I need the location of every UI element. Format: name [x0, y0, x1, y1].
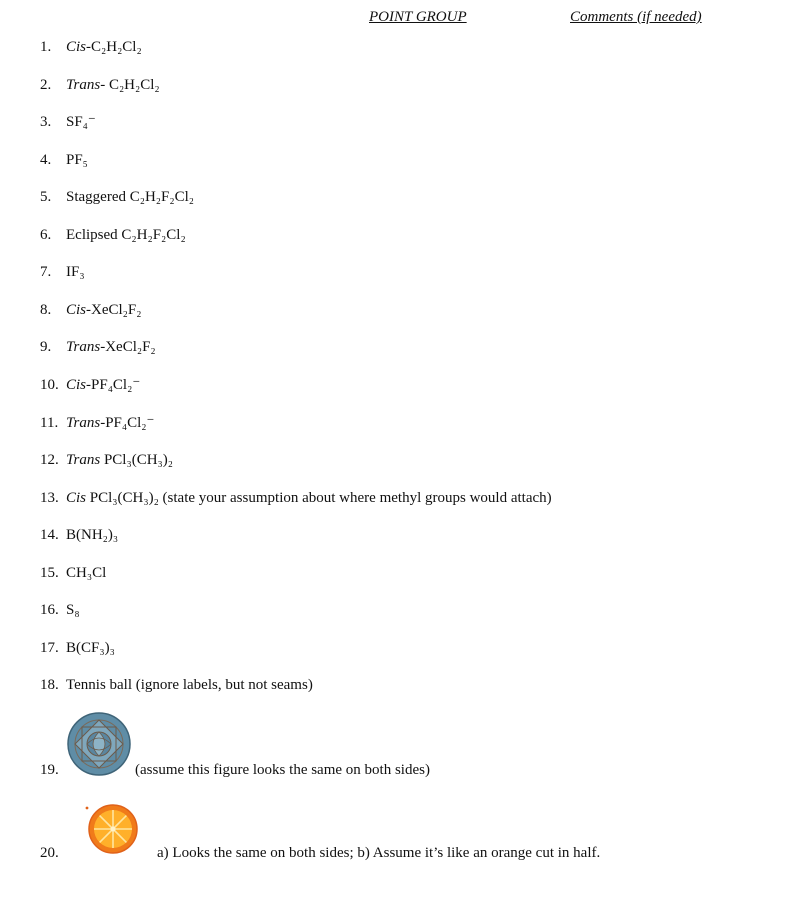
- formula-text: B(CF₃)₃: [66, 640, 115, 656]
- question-text: (assume this figure looks the same on both sides): [135, 762, 430, 778]
- question-text: [66, 374, 140, 396]
- question-text: [66, 336, 156, 358]
- formula-text: SF₄⁻: [66, 114, 96, 130]
- question-text: [66, 449, 173, 471]
- question-number: 1.: [40, 39, 52, 55]
- formula-text: IF₃: [66, 264, 85, 280]
- question-text: [66, 261, 85, 283]
- isomer-prefix: Trans: [66, 415, 101, 431]
- question-number: 7.: [40, 264, 52, 280]
- question-text: [66, 186, 194, 208]
- formula-text: -PF₄Cl₂⁻: [86, 377, 141, 393]
- formula-text: Tennis ball (ignore labels, but not seams): [66, 677, 313, 693]
- question-text: [66, 299, 141, 321]
- formula-text: CH₃Cl: [66, 565, 107, 581]
- question-number: 17.: [40, 640, 59, 656]
- question-text: [66, 674, 313, 696]
- formula-text: PCl₃(CH₃)₂ (state your assumption about where methyl groups would attach): [86, 490, 552, 506]
- question-1: [0, 36, 760, 58]
- question-text: [66, 562, 106, 584]
- question-number: 14.: [40, 527, 59, 543]
- header-comments: Comments (if needed): [570, 9, 702, 25]
- question-number: 19.: [40, 762, 59, 778]
- question-number: 5.: [40, 189, 52, 205]
- question-number: 16.: [40, 602, 59, 618]
- question-10: [0, 374, 760, 396]
- question-text: [66, 74, 160, 96]
- isomer-prefix: Cis: [66, 39, 87, 55]
- question-number: 2.: [40, 77, 52, 93]
- question-number: 9.: [40, 339, 52, 355]
- question-text: [66, 412, 154, 434]
- question-7: [0, 261, 760, 283]
- formula-text: S₈: [66, 602, 80, 618]
- formula-text: PCl₃(CH₃)₂: [100, 452, 173, 468]
- question-text: [66, 36, 142, 58]
- question-text: [66, 599, 80, 621]
- question-11: [0, 412, 760, 434]
- question-2: [0, 74, 760, 96]
- question-8: [0, 299, 760, 321]
- symmetric-disk-figure: [66, 711, 132, 777]
- question-number: 12.: [40, 452, 59, 468]
- question-5: [0, 186, 760, 208]
- formula-text: -PF₄Cl₂⁻: [100, 415, 155, 431]
- formula-text: -XeCl₂F₂: [100, 339, 156, 355]
- isomer-prefix: Cis: [66, 490, 87, 506]
- question-15: [0, 562, 760, 584]
- formula-text: B(NH₂)₃: [66, 527, 119, 543]
- formula-text: -C₂H₂Cl₂: [86, 39, 142, 55]
- question-17: [0, 637, 760, 659]
- question-12: [0, 449, 760, 471]
- question-number: 4.: [40, 152, 52, 168]
- question-text: [66, 487, 552, 509]
- formula-text: PF₅: [66, 152, 88, 168]
- isomer-prefix: Trans: [66, 452, 101, 468]
- question-3: [0, 111, 760, 133]
- question-number: 11.: [40, 415, 59, 431]
- question-text: [66, 224, 186, 246]
- question-number: 8.: [40, 302, 52, 318]
- question-18: [0, 674, 760, 696]
- question-text: [66, 524, 118, 546]
- formula-text: Staggered C₂H₂F₂Cl₂: [66, 189, 194, 205]
- question-text: [66, 149, 88, 171]
- header-point-group: POINT GROUP: [369, 9, 467, 25]
- question-9: [0, 336, 760, 358]
- formula-text: -XeCl₂F₂: [86, 302, 142, 318]
- question-text: [66, 111, 96, 133]
- question-number: 15.: [40, 565, 59, 581]
- orange-slice-figure: [84, 802, 140, 856]
- question-14: [0, 524, 760, 546]
- question-text: [66, 637, 115, 659]
- question-number: 13.: [40, 490, 59, 506]
- formula-text: - C₂H₂Cl₂: [100, 77, 160, 93]
- formula-text: Eclipsed C₂H₂F₂Cl₂: [66, 227, 186, 243]
- isomer-prefix: Cis: [66, 377, 87, 393]
- question-number: 20.: [40, 845, 59, 861]
- question-6: [0, 224, 760, 246]
- question-number: 3.: [40, 114, 52, 130]
- isomer-prefix: Cis: [66, 302, 87, 318]
- question-16: [0, 599, 760, 621]
- question-number: 18.: [40, 677, 59, 693]
- question-number: 6.: [40, 227, 52, 243]
- question-number: 10.: [40, 377, 59, 393]
- isomer-prefix: Trans: [66, 77, 101, 93]
- question-text: a) Looks the same on both sides; b) Assume it’s like an orange cut in half.: [157, 845, 601, 861]
- question-4: [0, 149, 760, 171]
- question-13: [0, 487, 760, 509]
- isomer-prefix: Trans: [66, 339, 101, 355]
